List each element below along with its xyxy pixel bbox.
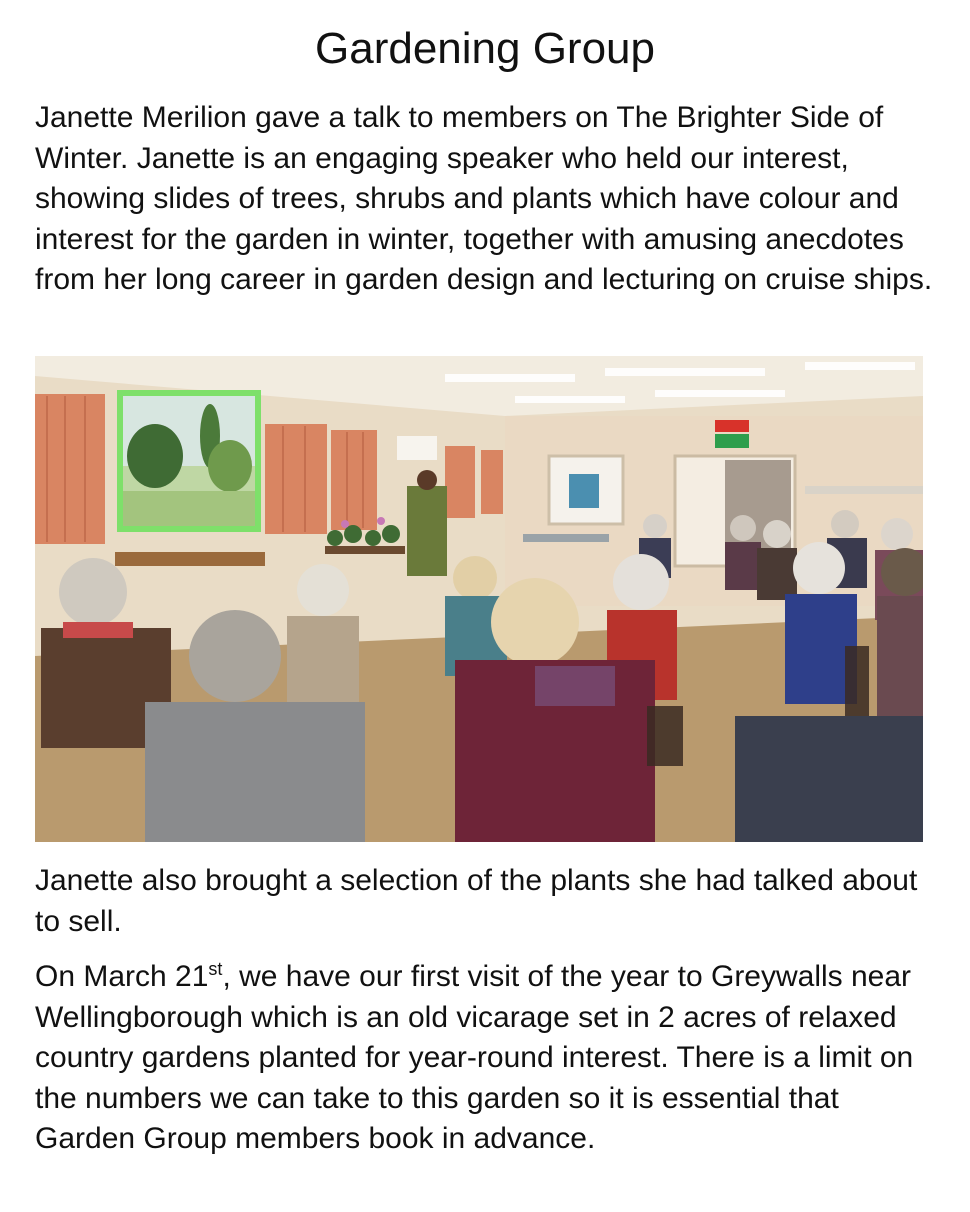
exit-sign [715, 434, 749, 448]
garden-visit-paragraph [35, 957, 940, 1160]
talk-summary-paragraph: Janette Merilion gave a talk to members on The Brighter Side of Winter. Janette is an engaging speaker who held our interest, showing slides of trees, shrubs and plants which have colour and interest for the garden in winter, together with amusing anecdotes from her long career in garden design and lecturing on cruise ships. [35, 101, 933, 296]
fire-sign [715, 420, 749, 432]
plant-sale-paragraph: Janette also brought a selection of the plants she had talked about to sell. [35, 864, 918, 938]
visit-details-text: , we have our first visit of the year to Greywalls near Wellingborough which is an old vicarage set in 2 acres of relaxed country gardens planted for year-round interest. There is a limit on the numbers we can take to this garden so it is essential that Garden Group members book in advance. [35, 960, 914, 1155]
curtain-left [35, 394, 105, 544]
talk-audience-photo [35, 356, 923, 842]
visit-date-text: On March 21 [35, 960, 209, 993]
page-title: Gardening Group [315, 24, 655, 73]
date-ordinal-suffix: st [208, 959, 223, 979]
speaker-figure [407, 486, 447, 576]
